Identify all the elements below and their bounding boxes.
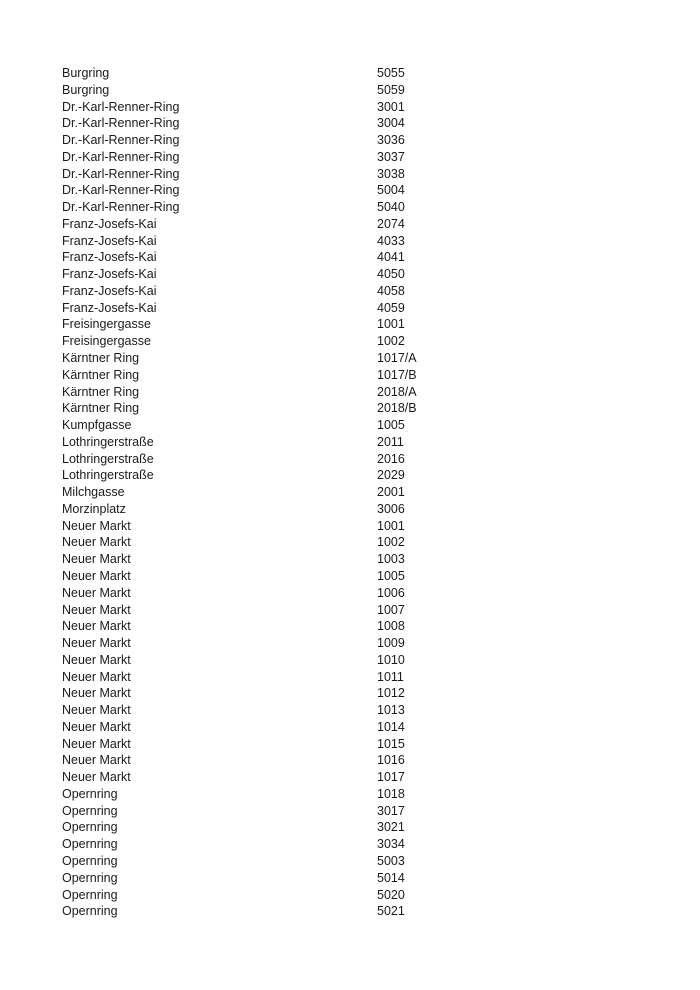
street-name: Lothringerstraße [62, 451, 154, 466]
list-row [62, 870, 642, 887]
street-number-list [62, 65, 642, 920]
street-name: Dr.-Karl-Renner-Ring [62, 149, 180, 164]
list-row [62, 903, 642, 920]
street-name: Opernring [62, 837, 118, 852]
street-name: Neuer Markt [62, 686, 131, 701]
street-number: 4033 [377, 233, 405, 248]
street-name: Opernring [62, 853, 118, 868]
street-name: Burgring [62, 82, 110, 97]
street-number: 1005 [377, 568, 405, 583]
street-number: 2074 [377, 216, 405, 231]
street-number: 3037 [377, 149, 405, 164]
list-row [62, 518, 642, 535]
list-row [62, 568, 642, 585]
list-row [62, 350, 642, 367]
street-number: 1017/B [377, 367, 417, 382]
street-number: 5014 [377, 870, 405, 885]
street-name: Neuer Markt [62, 602, 131, 617]
list-row [62, 199, 642, 216]
street-name: Dr.-Karl-Renner-Ring [62, 133, 180, 148]
street-number: 1008 [377, 619, 405, 634]
street-number: 2029 [377, 468, 405, 483]
list-row [62, 417, 642, 434]
street-name: Lothringerstraße [62, 434, 154, 449]
street-name: Burgring [62, 66, 110, 80]
street-number: 1001 [377, 317, 405, 332]
street-name: Kärntner Ring [62, 367, 140, 382]
street-name: Neuer Markt [62, 568, 131, 583]
list-row [62, 786, 642, 803]
list-row [62, 434, 642, 451]
list-row [62, 166, 642, 183]
list-row [62, 635, 642, 652]
list-row [62, 316, 642, 333]
street-name: Freisingergasse [62, 317, 151, 332]
street-name: Kärntner Ring [62, 351, 140, 366]
street-number: 3038 [377, 166, 405, 181]
street-name: Opernring [62, 820, 118, 835]
street-number: 4050 [377, 267, 405, 282]
street-number: 3004 [377, 116, 405, 131]
street-number: 2011 [377, 434, 404, 449]
street-name: Kärntner Ring [62, 401, 140, 416]
list-row [62, 551, 642, 568]
street-name: Neuer Markt [62, 619, 131, 634]
street-name: Neuer Markt [62, 703, 131, 718]
street-number: 1010 [377, 652, 405, 667]
street-number: 4041 [377, 250, 405, 265]
street-number: 1015 [377, 736, 405, 751]
list-row [62, 484, 642, 501]
street-number: 5004 [377, 183, 405, 198]
street-name: Opernring [62, 904, 118, 919]
list-row [62, 233, 642, 250]
street-number: 2001 [377, 485, 405, 500]
street-name: Neuer Markt [62, 535, 131, 550]
list-row [62, 367, 642, 384]
street-name: Opernring [62, 887, 118, 902]
street-name: Neuer Markt [62, 669, 131, 684]
street-name: Kärntner Ring [62, 384, 140, 399]
street-name: Neuer Markt [62, 636, 131, 651]
street-number: 2016 [377, 451, 405, 466]
street-name: Franz-Josefs-Kai [62, 233, 157, 248]
street-name: Neuer Markt [62, 552, 131, 567]
street-number: 5040 [377, 200, 405, 215]
street-name: Freisingergasse [62, 334, 151, 349]
street-number: 1018 [377, 786, 405, 801]
street-name: Franz-Josefs-Kai [62, 267, 157, 282]
list-row [62, 719, 642, 736]
list-row [62, 836, 642, 853]
street-number: 1013 [377, 703, 405, 718]
list-row [62, 82, 642, 99]
street-name: Milchgasse [62, 485, 125, 500]
street-number: 5055 [377, 66, 405, 80]
list-row [62, 819, 642, 836]
street-number: 1003 [377, 552, 405, 567]
list-row [62, 752, 642, 769]
list-row [62, 149, 642, 166]
street-number: 2018/A [377, 384, 417, 399]
list-row [62, 652, 642, 669]
street-name: Neuer Markt [62, 652, 131, 667]
street-number: 1012 [377, 686, 405, 701]
list-row [62, 585, 642, 602]
street-name: Franz-Josefs-Kai [62, 216, 157, 231]
list-row [62, 887, 642, 904]
list-row [62, 853, 642, 870]
street-name: Neuer Markt [62, 770, 131, 785]
list-row [62, 736, 642, 753]
list-row [62, 400, 642, 417]
list-row [62, 249, 642, 266]
street-number: 4059 [377, 300, 405, 315]
street-name: Dr.-Karl-Renner-Ring [62, 166, 180, 181]
street-number: 5021 [377, 904, 405, 919]
street-name: Opernring [62, 870, 118, 885]
street-number: 4058 [377, 283, 405, 298]
list-row [62, 451, 642, 468]
list-row [62, 216, 642, 233]
street-number: 3034 [377, 837, 405, 852]
list-row [62, 669, 642, 686]
street-number: 1002 [377, 334, 405, 349]
list-row [62, 99, 642, 116]
street-number: 1017/A [377, 351, 417, 366]
list-row [62, 769, 642, 786]
street-name: Neuer Markt [62, 753, 131, 768]
street-number: 5020 [377, 887, 405, 902]
street-number: 2018/B [377, 401, 417, 416]
street-name: Neuer Markt [62, 518, 131, 533]
street-name: Franz-Josefs-Kai [62, 283, 157, 298]
street-name: Dr.-Karl-Renner-Ring [62, 183, 180, 198]
street-number: 1007 [377, 602, 405, 617]
list-row [62, 65, 642, 82]
list-row [62, 132, 642, 149]
street-name: Dr.-Karl-Renner-Ring [62, 99, 180, 114]
street-name: Neuer Markt [62, 736, 131, 751]
list-row [62, 266, 642, 283]
list-row [62, 300, 642, 317]
list-row [62, 283, 642, 300]
street-name: Neuer Markt [62, 585, 131, 600]
street-number: 5059 [377, 82, 405, 97]
list-row [62, 685, 642, 702]
list-row [62, 333, 642, 350]
list-row [62, 467, 642, 484]
street-number: 1006 [377, 585, 405, 600]
list-row [62, 182, 642, 199]
list-row [62, 803, 642, 820]
street-name: Dr.-Karl-Renner-Ring [62, 116, 180, 131]
list-row [62, 115, 642, 132]
street-number: 1005 [377, 418, 405, 433]
street-name: Lothringerstraße [62, 468, 154, 483]
street-number: 1014 [377, 719, 405, 734]
street-number: 1009 [377, 636, 405, 651]
street-name: Franz-Josefs-Kai [62, 300, 157, 315]
list-row [62, 534, 642, 551]
street-name: Dr.-Karl-Renner-Ring [62, 200, 180, 215]
street-number: 3006 [377, 501, 405, 516]
list-row [62, 501, 642, 518]
street-number: 1016 [377, 753, 405, 768]
street-name: Morzinplatz [62, 501, 126, 516]
street-name: Franz-Josefs-Kai [62, 250, 157, 265]
street-name: Neuer Markt [62, 719, 131, 734]
street-number: 1011 [377, 669, 404, 684]
street-name: Opernring [62, 803, 118, 818]
street-number: 3021 [377, 820, 405, 835]
street-number: 3017 [377, 803, 405, 818]
list-row [62, 618, 642, 635]
list-row [62, 384, 642, 401]
list-row [62, 602, 642, 619]
street-number: 1017 [377, 770, 405, 785]
street-name: Kumpfgasse [62, 418, 132, 433]
street-number: 3001 [377, 99, 405, 114]
street-number: 1002 [377, 535, 405, 550]
list-row [62, 702, 642, 719]
street-name: Opernring [62, 786, 118, 801]
street-number: 5003 [377, 853, 405, 868]
street-number: 1001 [377, 518, 405, 533]
street-number: 3036 [377, 133, 405, 148]
